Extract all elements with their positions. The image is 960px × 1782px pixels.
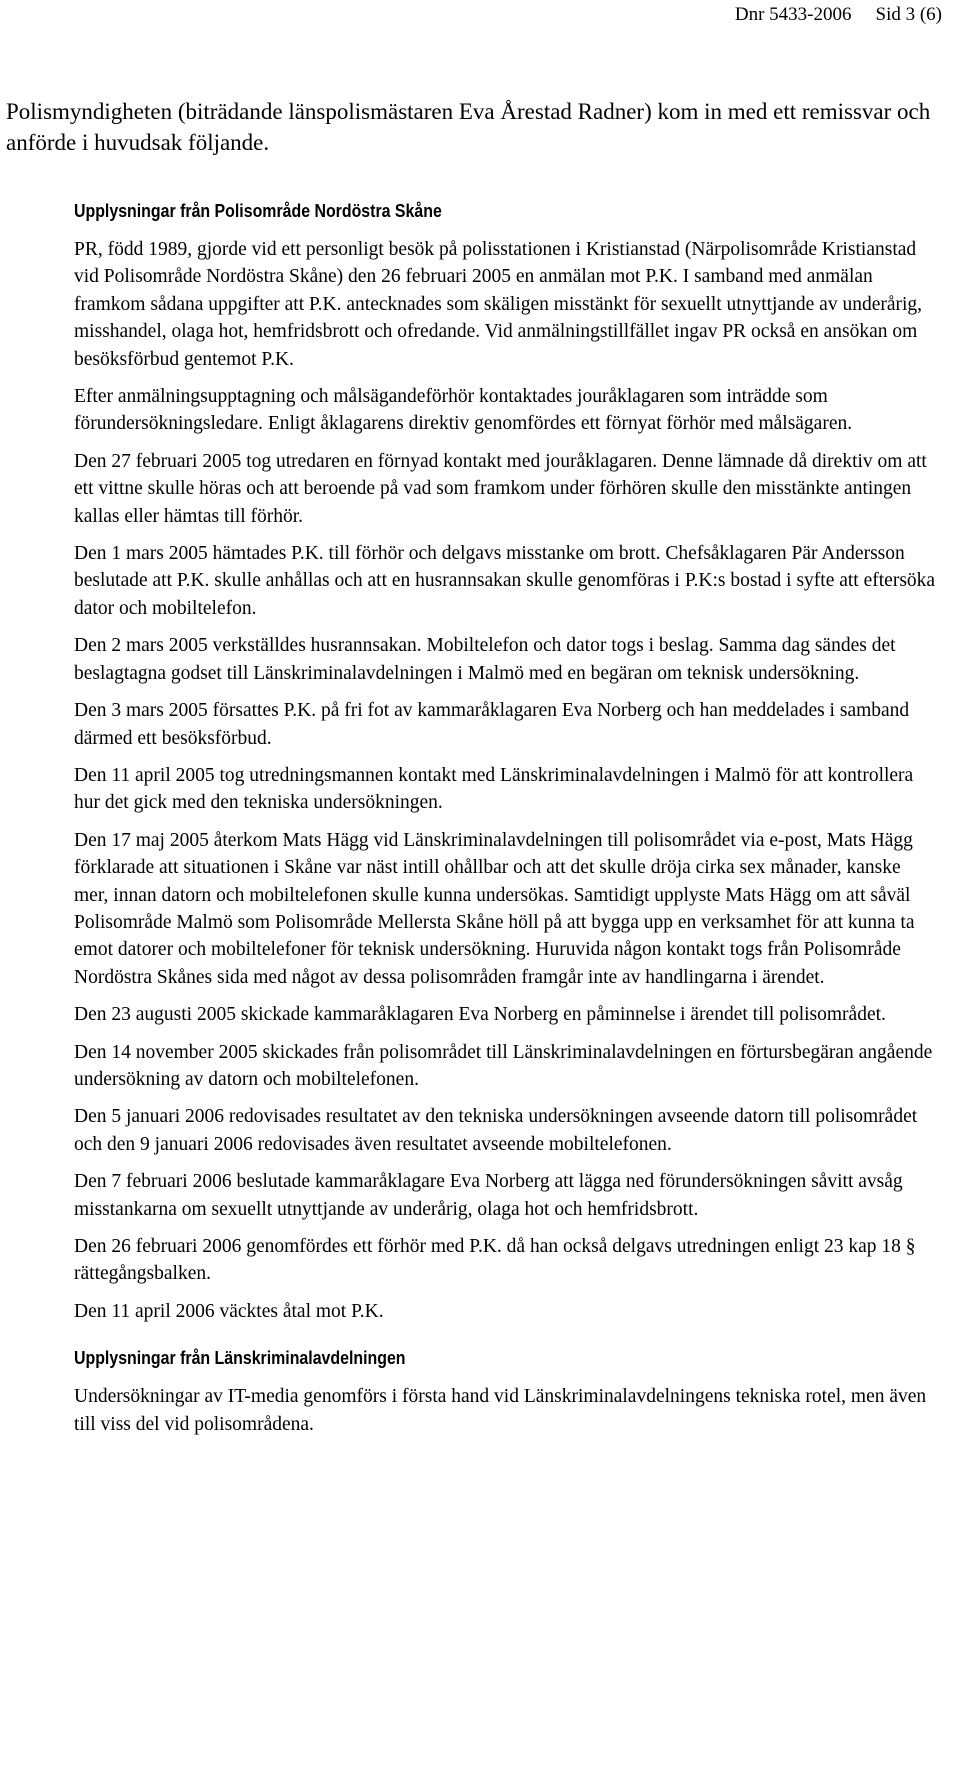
body-paragraph: Den 23 augusti 2005 skickade kammaråklagaren Eva Norberg en påminnelse i ärendet till polisområdet. [74,1004,886,1026]
intro-paragraph: Polismyndigheten (biträdande länspolismästaren Eva Årestad Radner) kom in med ett remissvar och anförde i huvudsak följande. [6,99,931,155]
case-number: Dnr 5433-2006 [734,4,852,25]
body-paragraph: Den 5 januari 2006 redovisades resultatet av den tekniska undersökningen avseende datorn till polisområdet och den 9 januari 2006 redovisades även resultatet avseende mobiltelefonen. [74,1106,918,1155]
document-body [74,200,936,1448]
body-paragraph: Den 17 maj 2005 återkom Mats Hägg vid Länskriminalavdelningen till polisområdet via e-post, Mats Hägg förklarade att situationen i Skåne var näst intill ohållbar och att det skulle dröja cirka sex månader, kanske mer, innan datorn och mobiltelefonen skulle kunna undersökas. Samtidigt upplyste Mats Hägg om att såväl Polisområde Malmö som Polisområde Mellersta Skåne höll på att bygga upp en verksamhet för att kunna ta emot datorer och mobiltelefoner för teknisk undersökning. Huruvida någon kontakt togs från Polisområde Nordöstra Skånes sida med något av dessa polisområden framgår inte av handlingarna i ärendet. [74,829,915,988]
body-paragraph: Den 7 februari 2006 beslutade kammaråklagare Eva Norberg att lägga ned förundersökningen såvitt avsåg misstankarna om sexuellt utnyttjande av underårig, olaga hot och hemfridsbrott. [74,1171,903,1220]
body-paragraph: Efter anmälningsupptagning och målsägandeförhör kontaktades jouråklagaren som inträdde som förundersökningsledare. Enligt åklagarens direktiv genomfördes ett förnyat förhör med målsägaren. [74,386,853,435]
body-paragraph: Den 27 februari 2005 tog utredaren en förnyad kontakt med jouråklagaren. Denne lämnade då direktiv om att ett vittne skulle höras och att beroende på vad som framkom under förhören skulle den misstänkte antingen kallas eller hämtas till förhör. [74,450,927,527]
body-paragraph: Den 2 mars 2005 verkställdes husrannsakan. Mobiltelefon och dator togs i beslag. Samma dag sändes det beslagtagna godset till Länskriminalavdelningen i Malmö med en begäran om teknisk undersökning. [74,635,896,684]
body-paragraph: Den 1 mars 2005 hämtades P.K. till förhör och delgavs misstanke om brott. Chefsåklagaren Pär Andersson beslutade att P.K. skulle anhållas och att en husrannsakan skulle genomföras i P.K:s bostad i syfte att eftersöka dator och mobiltelefon. [74,543,936,619]
section-heading-lanskriminal: Upplysningar från Länskriminalavdelningen [74,1347,406,1369]
body-paragraph: Den 26 februari 2006 genomfördes ett förhör med P.K. då han också delgavs utredningen enligt 23 kap 18 § rättegångsbalken. [74,1236,916,1285]
body-paragraph: Den 11 april 2005 tog utredningsmannen kontakt med Länskriminalavdelningen i Malmö för att kontrollera hur det gick med den tekniska undersökningen. [74,764,914,814]
page-number: Sid 3 (6) [875,4,942,25]
body-paragraph: Den 11 april 2006 väcktes åtal mot P.K. [74,1300,384,1322]
page-header [735,4,942,26]
section-heading-polisomrade: Upplysningar från Polisområde Nordöstra Skåne [74,200,442,221]
body-paragraph: PR, född 1989, gjorde vid ett personligt besök på polisstationen i Kristianstad (Närpolisområde Kristianstad vid Polisområde Nordöstra Skåne) den 26 februari 2005 en anmälan mot P.K. I samband med anmälan framkom sådana uppgifter att P.K. antecknades som skäligen misstänkt för sexuellt utnyttjande av underårig, misshandel, olaga hot, hemfridsbrott och ofredande. Vid anmälningstillfället ingav PR också en ansökan om besöksförbud gentemot P.K. [74,239,923,370]
body-paragraph: Den 3 mars 2005 försattes P.K. på fri fot av kammaråklagaren Eva Norberg och han meddelades i samband därmed ett besöksförbud. [74,700,910,749]
body-paragraph: Den 14 november 2005 skickades från polisområdet till Länskriminalavdelningen en förtursbegäran angående undersökning av datorn och mobiltelefonen. [74,1041,933,1090]
body-paragraph: Undersökningar av IT-media genomförs i första hand vid Länskriminalavdelningens tekniska rotel, men även till viss del vid polisområdena. [74,1386,927,1435]
